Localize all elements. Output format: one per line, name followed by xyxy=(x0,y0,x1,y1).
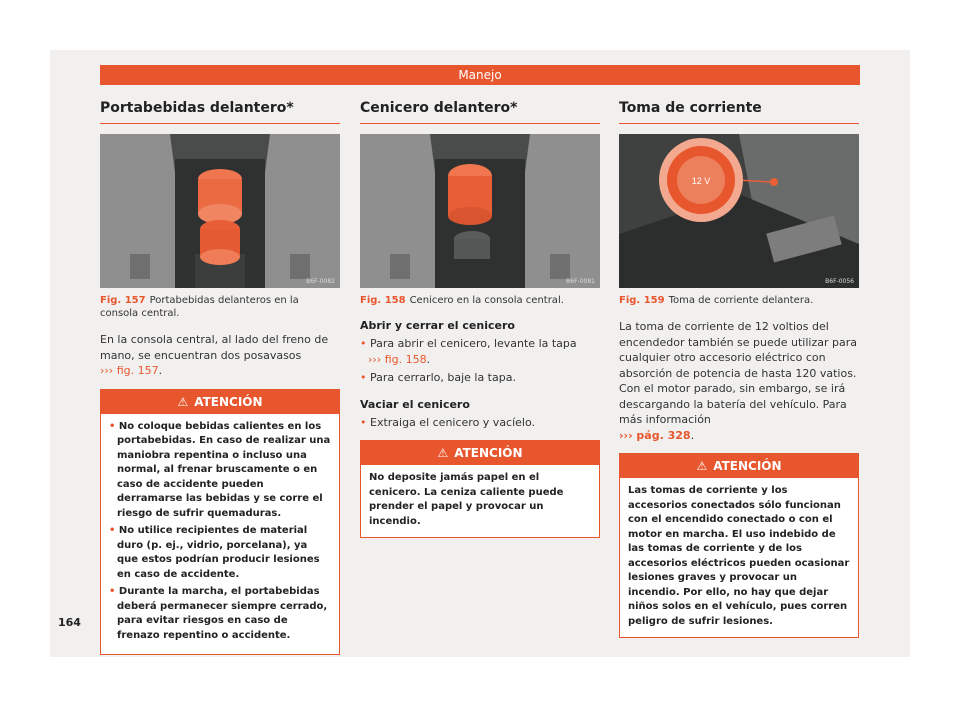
caption-text: Toma de corriente delantera. xyxy=(668,295,814,306)
section-title: Toma de corriente xyxy=(619,100,859,124)
paragraph-text: En la consola central, al lado del freno de mano, se encuentran dos posavasos xyxy=(100,333,329,362)
socket-label: 12 V xyxy=(691,176,711,186)
ashtray-illustration xyxy=(360,134,600,288)
paragraph-text: La toma de corriente de 12 voltios del encendedor también se puede utilizar para cualquier otro accesorio eléctrico con absorción de potencia de hasta 120 vatios. Con el motor parado, sin embargo, se irá descargando la batería del vehículo. Para más información xyxy=(619,320,857,426)
instruction-text: Extraiga el cenicero y vacíelo. xyxy=(370,415,536,429)
warning-body: No deposite jamás papel en el cenicero. La ceniza caliente puede prender el papel y provocar un incendio. xyxy=(369,472,564,527)
page-number: 164 xyxy=(58,616,81,629)
figure-label: Fig. 158 xyxy=(360,295,406,306)
cupholder-illustration xyxy=(100,134,340,288)
section-cupholder xyxy=(100,100,340,655)
warning-item: • Durante la marcha, el portabebidas deberá permanecer siempre cerrado, para evitar riesgos en caso de frenazo repentino o accidente. xyxy=(109,586,328,641)
figure-label: Fig. 159 xyxy=(619,295,665,306)
warning-header xyxy=(620,454,858,478)
warning-title: ATENCIÓN xyxy=(194,394,263,409)
warning-header xyxy=(101,390,339,414)
figure-label: Fig. 157 xyxy=(100,295,146,306)
power-outlet-photo xyxy=(619,134,859,288)
warning-item: • No utilice recipientes de material duro (p. ej., vidrio, porcelana), ya que estos podrían producir lesiones en caso de accidente. xyxy=(109,525,320,580)
warning-box xyxy=(360,440,600,538)
photo-code: B6F-0081 xyxy=(566,278,595,285)
body-paragraph: La toma de corriente de 12 voltios del encendedor también se puede utilizar para cualquier otro accesorio eléctrico con absorción de potencia de hasta 120 vatios. Con el motor parado, sin embargo, se irá descargando la batería del vehículo. Para más información ››› pág. 328. xyxy=(619,320,857,442)
caption-text: Portabebidas delanteros en la consola central. xyxy=(100,295,299,319)
section-title: Portabebidas delantero* xyxy=(100,100,340,124)
instruction-list xyxy=(360,336,600,386)
warning-body: Las tomas de corriente y los accesorios conectados sólo funcionan con el encendido conectado o con el motor en marcha. El uso indebido de las tomas de corriente y de los accesorios eléctricos pueden ocasionar lesiones graves y provocar un incendio. Por ello, no hay que dejar niños solos en el vehículo, pues corren peligro de sufrir lesiones. xyxy=(628,485,850,627)
warning-header xyxy=(361,441,599,465)
cupholder-photo xyxy=(100,134,340,288)
power-outlet-illustration xyxy=(619,134,859,288)
instruction-item: • Para abrir el cenicero, levante la tapa ››› fig. 158. xyxy=(360,337,577,366)
warning-box xyxy=(100,389,340,656)
chapter-header: Manejo xyxy=(100,65,860,85)
figure-reference-link[interactable]: ››› fig. 157 xyxy=(100,364,159,377)
warning-item-text: No coloque bebidas calientes en los portabebidas. En caso de realizar una maniobra repentina o incluso una normal, al frenar bruscamente o en caso de accidente pueden derramarse las bebidas y se corre el riesgo de sufrir quemaduras. xyxy=(117,420,331,519)
instruction-text: Para abrir el cenicero, levante la tapa xyxy=(370,337,577,350)
warning-icon: ⚠ xyxy=(696,459,708,473)
subheading-open-close: Abrir y cerrar el cenicero xyxy=(360,319,515,332)
photo-code: B6F-0056 xyxy=(825,278,854,285)
ashtray-photo xyxy=(360,134,600,288)
warning-item-text: No utilice recipientes de material duro (p. ej., vidrio, porcelana), ya que estos podrían producir lesiones en caso de accidente. xyxy=(117,525,320,580)
figure-reference-link[interactable]: ››› fig. 158 xyxy=(368,352,427,366)
figure-caption xyxy=(100,294,340,320)
warning-box xyxy=(619,453,859,638)
section-power-outlet xyxy=(619,100,859,638)
warning-icon: ⚠ xyxy=(437,446,449,460)
instruction-list xyxy=(360,415,600,431)
section-ashtray xyxy=(360,100,600,538)
warning-body xyxy=(101,414,339,655)
instruction-item: • Para cerrarlo, baje la tapa. xyxy=(360,371,516,384)
body-paragraph: En la consola central, al lado del freno de mano, se encuentran dos posavasos ››› fig. 157. xyxy=(100,333,329,377)
instruction-item: • Extraiga el cenicero y vacíelo. xyxy=(360,415,536,429)
photo-code: B6F-0082 xyxy=(306,278,335,285)
instruction-text: Para cerrarlo, baje la tapa. xyxy=(370,371,516,384)
subheading-empty: Vaciar el cenicero xyxy=(360,397,470,411)
warning-item: • No coloque bebidas calientes en los portabebidas. En caso de realizar una maniobra repentina o incluso una normal, al frenar bruscamente o en caso de accidente pueden derramarse las bebidas y se corre el riesgo de sufrir quemaduras. xyxy=(109,420,331,519)
warning-item-text: Durante la marcha, el portabebidas deberá permanecer siempre cerrado, para evitar riesgos en caso de frenazo repentino o accidente. xyxy=(117,586,328,641)
page-reference-link[interactable]: ››› pág. 328 xyxy=(619,428,691,442)
warning-title: ATENCIÓN xyxy=(454,446,523,460)
section-title: Cenicero delantero* xyxy=(360,100,600,124)
figure-caption xyxy=(360,294,600,307)
warning-title: ATENCIÓN xyxy=(713,459,782,473)
caption-text: Cenicero en la consola central. xyxy=(409,295,564,306)
warning-icon: ⚠ xyxy=(177,394,189,409)
figure-caption xyxy=(619,294,859,307)
